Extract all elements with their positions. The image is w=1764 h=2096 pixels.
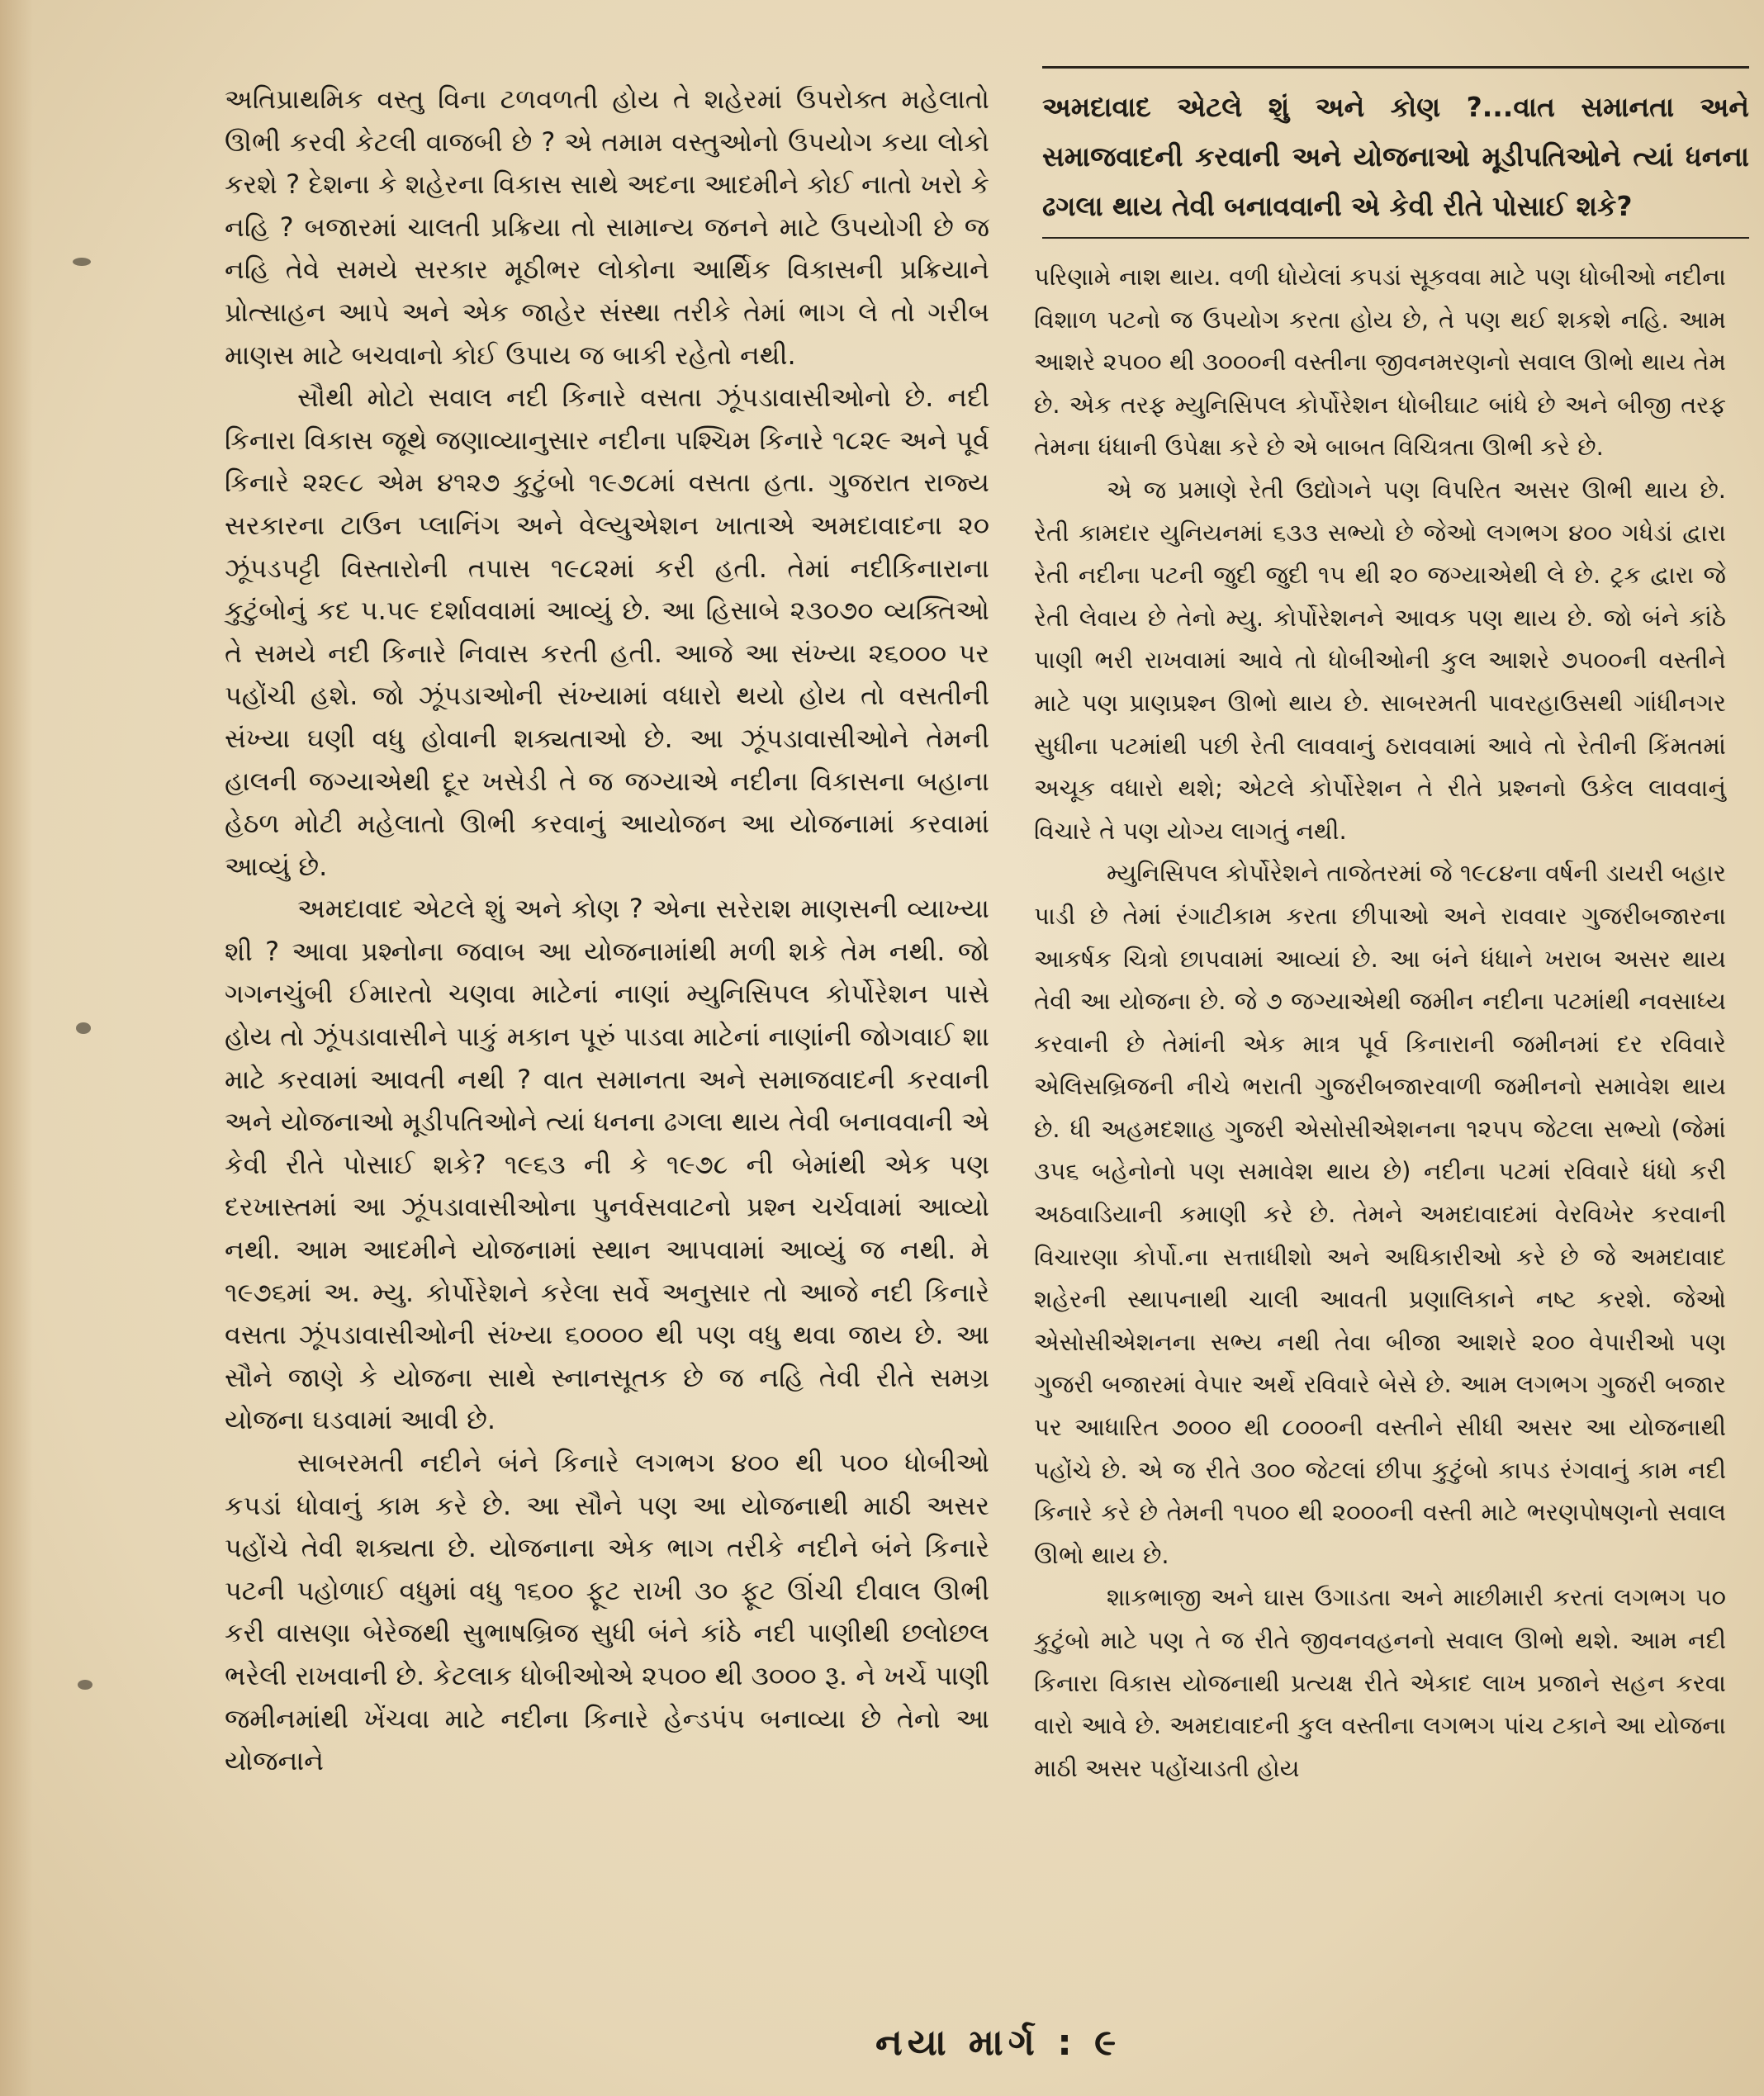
pull-quote: અમદાવાદ એટલે શું અને કોણ ?...વાત સમાનતા અને સમાજવાદની કરવાની અને યોજનાઓ મૂડીપતિઓને ત્યાં ધનના ઢગલા થાય તેવી બનાવવાની એ કેવી રીતે પોસાઈ શકે?: [1042, 91, 1749, 222]
page-edge-shadow: [0, 0, 33, 2096]
paragraph: શાકભાજી અને ઘાસ ઉગાડતા અને માછીમારી કરતાં લગભગ ૫૦ કુટુંબો માટે પણ તે જ રીતે જીવનવહનનો સવાલ ઊભો થશે. આમ નદી કિનારા વિકાસ યોજનાથી પ્રત્યક્ષ રીતે એકાદ લાખ પ્રજાને સહન કરવા વારો આવે છે. અમદાવાદની કુલ વસ્તીના લગભગ પાંચ ટકાને આ યોજના માઠી અસર પહોંચાડતી હોય: [1034, 1583, 1726, 1782]
ink-mark: [78, 1680, 92, 1690]
box-top-rule: [1042, 66, 1749, 69]
paragraph: એ જ પ્રમાણે રેતી ઉદ્યોગને પણ વિપરિત અસર ઊભી થાય છે. રેતી કામદાર યુનિયનમાં ૬૩૩ સભ્યો છે જેઓ લગભગ ૪૦૦ ગધેડાં દ્વારા રેતી નદીના પટની જુદી જુદી ૧૫ થી ૨૦ જગ્યાએથી લે છે. ટ્રક દ્વારા જે રેતી લેવાય છે તેનો મ્યુ. કોર્પોરેશનને આવક પણ થાય છે. જો બંને કાંઠે પાણી ભરી રાખવામાં આવે તો ધોબીઓની કુલ આશરે ૭૫૦૦ની વસ્તીને માટે પણ પ્રાણપ્રશ્ન ઊભો થાય છે. સાબરમતી પાવરહાઉસથી ગાંધીનગર સુધીના પટમાંથી પછી રેતી લાવવાનું ઠરાવવામાં આવે તો રેતીની કિંમતમાં અચૂક વધારો થશે; એટલે કોર્પોરેશન તે રીતે પ્રશ્નનો ઉકેલ લાવવાનું વિચારે તે પણ યોગ્ય લાગતું નથી.: [1034, 475, 1726, 845]
right-column: [1034, 256, 1726, 1790]
paragraph: મ્યુનિસિપલ કોર્પોરેશને તાજેતરમાં જે ૧૯૮૪ના વર્ષની ડાયરી બહાર પાડી છે તેમાં રંગાટીકામ કરતા છીપાઓ અને રાવવાર ગુજરીબજારના આકર્ષક ચિત્રો છાપવામાં આવ્યાં છે. આ બંને ધંધાને ખરાબ અસર થાય તેવી આ યોજના છે. જે ૭ જગ્યાએથી જમીન નદીના પટમાંથી નવસાધ્ય કરવાની છે તેમાંની એક માત્ર પૂર્વ કિનારાની જમીનમાં દર રવિવારે એલિસબ્રિજની નીચે ભરાતી ગુજરીબજારવાળી જમીનનો સમાવેશ થાય છે. ધી અહમદશાહ ગુજરી એસોસીએશનના ૧૨૫૫ જેટલા સભ્યો (જેમાં ૩૫૬ બહેનોનો પણ સમાવેશ થાય છે) નદીના પટમાં રવિવારે ધંધો કરી અઠવાડિયાની કમાણી કરે છે. તેમને અમદાવાદમાં વેરવિખેર કરવાની વિચારણા કોર્પો.ના સત્તાધીશો અને અધિકારીઓ કરે છે જે અમદાવાદ શહેરની સ્થાપનાથી ચાલી આવતી પ્રણાલિકાને નષ્ટ કરશે. જેઓ એસોસીએશનના સભ્ય નથી તેવા બીજા આશરે ૨૦૦ વેપારીઓ પણ ગુજરી બજારમાં વેપાર અર્થે રવિવારે બેસે છે. આમ લગભગ ગુજરી બજાર પર આધારિત ૭૦૦૦ થી ૮૦૦૦ની વસ્તીને સીધી અસર આ યોજનાથી પહોંચે છે. એ જ રીતે ૩૦૦ જેટલાં છીપા કુટુંબો કાપડ રંગવાનું કામ નદી કિનારે કરે છે તેમની ૧૫૦૦ થી ૨૦૦૦ની વસ્તી માટે ભરણપોષણનો સવાલ ઊભો થાય છે.: [1034, 859, 1726, 1569]
ink-mark: [73, 258, 91, 266]
paragraph: સૌથી મોટો સવાલ નદી કિનારે વસતા ઝૂંપડાવાસીઓનો છે. નદી કિનારા વિકાસ જૂથે જણાવ્યાનુસાર નદીના પશ્ચિમ કિનારે ૧૮૨૯ અને પૂર્વ કિનારે ૨૨૯૮ એમ ૪૧૨૭ કુટુંબો ૧૯૭૮માં વસતા હતા. ગુજરાત રાજ્ય સરકારના ટાઉન પ્લાનિંગ અને વેલ્યુએશન ખાતાએ અમદાવાદના ૨૦ ઝૂંપડપટ્ટી વિસ્તારોની તપાસ ૧૯૮૨માં કરી હતી. તેમાં નદીકિનારાના કુટુંબોનું કદ ૫.૫૯ દર્શાવવામાં આવ્યું છે. આ હિસાબે ૨૩૦૭૦ વ્યક્તિઓ તે સમયે નદી કિનારે નિવાસ કરતી હતી. આજે આ સંખ્યા ૨૬૦૦૦ પર પહોંચી હશે. જો ઝૂંપડાઓની સંખ્યામાં વધારો થયો હોય તો વસતીની સંખ્યા ઘણી વધુ હોવાની શક્યતાઓ છે. આ ઝૂંપડાવાસીઓને તેમની હાલની જગ્યાએથી દૂર ખસેડી તે જ જગ્યાએ નદીના વિકાસના બહાના હેઠળ મોટી મહેલાતો ઊભી કરવાનું આયોજન આ યોજનામાં કરવામાં આવ્યું છે.: [225, 382, 989, 882]
paragraph: પરિણામે નાશ થાય. વળી ધોયેલાં કપડાં સૂકવવા માટે પણ ધોબીઓ નદીના વિશાળ પટનો જ ઉપયોગ કરતા હોય છે, તે પણ થઈ શકશે નહિ. આમ આશરે ૨૫૦૦ થી ૩૦૦૦ની વસ્તીના જીવનમરણનો સવાલ ઊભો થાય તેમ છે. એક તરફ મ્યુનિસિપલ કોર્પોરેશન ધોબીઘાટ બાંધે છે અને બીજી તરફ તેમના ધંધાની ઉપેક્ષા કરે છે એ બાબત વિચિત્રતા ઊભી કરે છે.: [1034, 263, 1726, 462]
page-footer: નયા માર્ગ : ૯: [875, 2022, 1121, 2064]
paragraph: અતિપ્રાથમિક વસ્તુ વિના ટળવળતી હોય તે શહેરમાં ઉપરોક્ત મહેલાતો ઊભી કરવી કેટલી વાજબી છે ? એ તમામ વસ્તુઓનો ઉપયોગ કયા લોકો કરશે ? દેશના કે શહેરના વિકાસ સાથે અદના આદમીને કોઈ નાતો ખરો કે નહિ ? બજારમાં ચાલતી પ્રક્રિયા તો સામાન્ય જનને માટે ઉપયોગી છે જ નહિ તેવે સમયે સરકાર મૂઠીભર લોકોના આર્થિક વિકાસની પ્રક્રિયાને પ્રોત્સાહન આપે અને એક જાહેર સંસ્થા તરીકે તેમાં ભાગ લે તો ગરીબ માણસ માટે બચવાનો કોઈ ઉપાય જ બાકી રહેતો નથી.: [225, 83, 989, 371]
left-column: [225, 78, 989, 1783]
paragraph: સાબરમતી નદીને બંને કિનારે લગભગ ૪૦૦ થી ૫૦૦ ધોબીઓ કપડાં ધોવાનું કામ કરે છે. આ સૌને પણ આ યોજનાથી માઠી અસર પહોંચે તેવી શક્યતા છે. યોજનાના એક ભાગ તરીકે નદીને બંને કિનારે પટની પહોળાઈ વધુમાં વધુ ૧૬૦૦ ફૂટ રાખી ૩૦ ફૂટ ઊંચી દીવાલ ઊભી કરી વાસણા બેરેજથી સુભાષબ્રિજ સુધી બંને કાંઠે નદી પાણીથી છલોછલ ભરેલી રાખવાની છે. કેટલાક ધોબીઓએ ૨૫૦૦ થી ૩૦૦૦ રૂ. ને ખર્ચે પાણી જમીનમાંથી ખેંચવા માટે નદીના કિનારે હેન્ડપંપ બનાવ્યા છે તેનો આ યોજનાને: [225, 1447, 989, 1777]
ink-mark: [76, 1022, 91, 1034]
box-bottom-rule: [1042, 237, 1749, 239]
paragraph: અમદાવાદ એટલે શું અને કોણ ? એના સરેરાશ માણસની વ્યાખ્યા શી ? આવા પ્રશ્નોના જવાબ આ યોજનામાંથી મળી શકે તેમ નથી. જો ગગનચુંબી ઈમારતો ચણવા માટેનાં નાણાં મ્યુનિસિપલ કોર્પોરેશન પાસે હોય તો ઝૂંપડાવાસીને પાકું મકાન પૂરું પાડવા માટેનાં નાણાંની જોગવાઈ શા માટે કરવામાં આવતી નથી ? વાત સમાનતા અને સમાજવાદની કરવાની અને યોજનાઓ મૂડીપતિઓને ત્યાં ધનના ઢગલા થાય તેવી બનાવવાની એ કેવી રીતે પોસાઈ શકે? ૧૯૬૩ ની કે ૧૯૭૮ ની બેમાંથી એક પણ દરખાસ્તમાં આ ઝૂંપડાવાસીઓના પુનર્વસવાટનો પ્રશ્ન ચર્ચવામાં આવ્યો નથી. આમ આદમીને યોજનામાં સ્થાન આપવામાં આવ્યું જ નથી. મે ૧૯૭૬માં અ. મ્યુ. કોર્પોરેશને કરેલા સર્વે અનુસાર તો આજે નદી કિનારે વસતા ઝૂંપડાવાસીઓની સંખ્યા ૬૦૦૦૦ થી પણ વધુ થવા જાય છે. આ સૌને જાણે કે યોજના સાથે સ્નાનસૂતક છે જ નહિ તેવી રીતે સમગ્ર યોજના ઘડવામાં આવી છે.: [225, 893, 989, 1436]
